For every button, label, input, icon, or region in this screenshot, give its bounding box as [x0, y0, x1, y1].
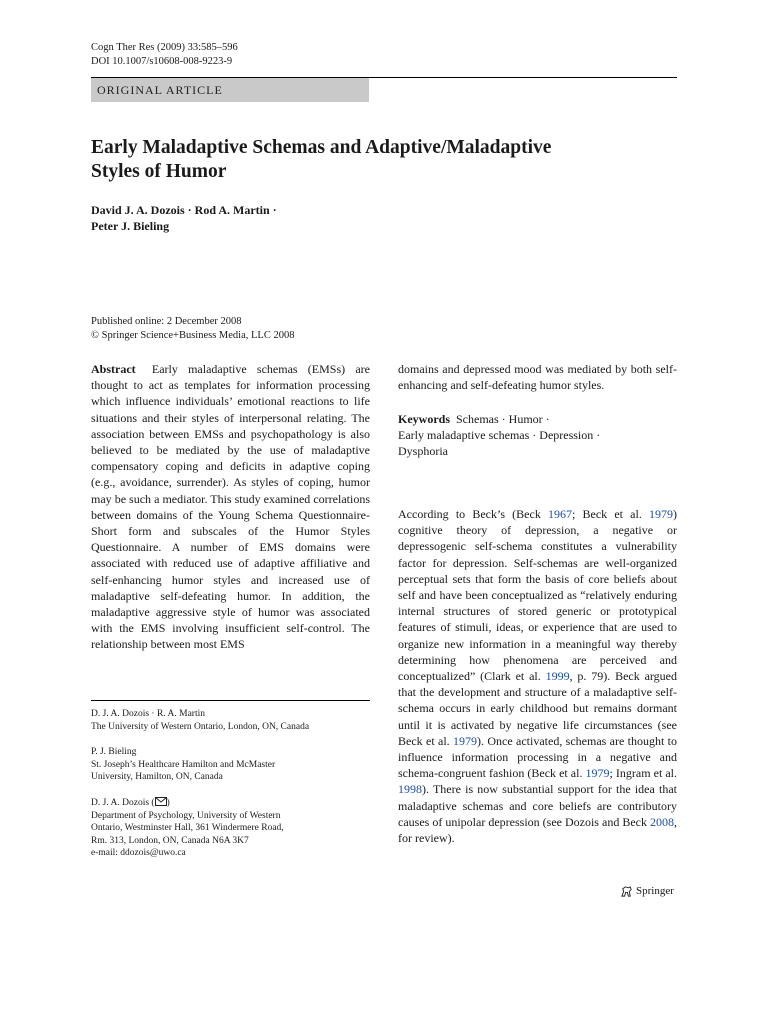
body-text: According to Beck’s (Beck [398, 507, 548, 521]
body-text: , for review). [398, 814, 677, 846]
keywords [398, 411, 677, 460]
affiliation-3 [91, 797, 370, 860]
affiliation-names: D. J. A. Dozois · R. A. Martin [91, 709, 205, 719]
abstract-text: Early maladaptive schemas (EMSs) are thought to act as templates for information processing which influence individuals’ emotional reactions to life situations and their styles of interpersonal relating. The association between EMSs and psychopathology is also believed to be mediated by the use of maladaptive compensatory coping and deficits in adaptive coping (e.g., avoidance, surrender). As styles of coping, humor may be such a mediator. This study examined correlations between domains of the Young Schema Questionnaire-Short form and subscales of the Humor Styles Questionnaire. A number of EMS domains were associated with reduced use of adaptive affiliative and self-enhancing humor styles and increased use of maladaptive self-defeating humor. In addition, the maladaptive aggressive style of humor was associated with the EMS involving insufficient self-control. The relationship between most EMS [91, 362, 371, 652]
title-line-1: Early Maladaptive Schemas and Adaptive/Maladaptive [91, 137, 552, 158]
published-date: Published online: 2 December 2008 [91, 316, 242, 327]
abstract-continuation: domains and depressed mood was mediated by both self-enhancing and self-defeating humor styles. [398, 362, 677, 393]
affiliation-names: P. J. Bieling [91, 747, 137, 757]
article-type-banner: ORIGINAL ARTICLE [91, 78, 369, 102]
citation-link-1999[interactable]: 1999 [545, 669, 570, 684]
keywords-line-1: Schemas · Humor · [456, 412, 550, 426]
body-text: ). Once activated, schemas are thought to influence information processing in a negative and schema-congruent fashion (Beck et al. [398, 733, 677, 781]
intro-paragraph [398, 506, 677, 846]
affiliation-institution: The University of Western Ontario, London, ON, Canada [91, 721, 310, 732]
affiliation-institution: Department of Psychology, University of Western [91, 810, 281, 821]
affiliation-2 [91, 746, 370, 784]
springer-horse-icon [620, 885, 633, 898]
citation-link-1979[interactable]: 1979 [649, 507, 674, 521]
keywords-line-3: Dysphoria [398, 444, 448, 459]
doi: DOI 10.1007/s10608-008-9223-9 [91, 56, 233, 67]
body-text: ). There is now substantial support for the idea that maladaptive schemas and core beliefs are contributory causes of unipolar depression (see Dozois and Beck [398, 782, 677, 829]
body-text: ; Beck et al. [572, 507, 650, 521]
keywords-line-2: Early maladaptive schemas · Depression · [398, 428, 601, 443]
paper-title [91, 136, 651, 184]
citation-link-1979[interactable]: 1979 [585, 766, 610, 781]
affiliation-names: ) [166, 798, 170, 808]
body-text: ) cognitive theory of depression, a negative or depressogenic self-schema constitutes a vulnerability factor for depression. Self-schemas are well-organized perceptual sets that form the basis of core beliefs about self and have been conceptualized as “relatively enduring internal structures of stored generic or prototypical features of stimuli, ideas, or experience that are used to organize new information in a meaningful way thereby determining how phenomena are perceived and conceptualized” (Clark et al. [398, 507, 678, 684]
publication-info [91, 315, 294, 343]
abstract-label: Abstract [91, 362, 136, 376]
authors [91, 202, 491, 234]
citation-link-2008[interactable]: 2008 [650, 814, 674, 829]
keywords-label: Keywords [398, 412, 450, 426]
affiliation-institution: University, Hamilton, ON, Canada [91, 772, 223, 782]
affiliation-address: Ontario, Westminster Hall, 361 Windermere Road, [91, 823, 284, 833]
affiliation-1 [91, 708, 370, 733]
copyright: © Springer Science+Business Media, LLC 2008 [91, 330, 295, 341]
citation-link-1979[interactable]: 1979 [453, 733, 478, 748]
body-text: ; Ingram et al. [609, 766, 677, 781]
corresponding-author [91, 797, 370, 810]
publisher-logo [620, 884, 674, 898]
title-line-2: Styles of Humor [91, 161, 227, 182]
citation-link-1967[interactable]: 1967 [548, 507, 572, 521]
journal-citation: Cogn Ther Res (2009) 33:585–596 [91, 42, 238, 53]
affiliation-institution: St. Joseph’s Healthcare Hamilton and McMaster [91, 759, 276, 770]
envelope-icon [155, 797, 167, 806]
affiliation-names: D. J. A. Dozois ( [91, 798, 155, 808]
affiliation-address: Rm. 313, London, ON, Canada N6A 3K7 [91, 835, 249, 846]
journal-header [91, 41, 238, 69]
citation-link-1998[interactable]: 1998 [398, 782, 422, 797]
footnote-rule [91, 700, 370, 701]
body-text: , p. 79). Beck argued that the development and structure of a maladaptive self-schema occurs in early childhood but remains dormant until it is activated by negative life circumstances (see Beck et al. [398, 669, 677, 748]
abstract-left-column [91, 361, 370, 653]
authors-line-2: Peter J. Bieling [91, 219, 170, 233]
author-email[interactable]: e-mail: ddozois@uwo.ca [91, 848, 186, 858]
publisher-name: Springer [636, 885, 674, 897]
authors-line-1: David J. A. Dozois · Rod A. Martin · [91, 203, 277, 217]
